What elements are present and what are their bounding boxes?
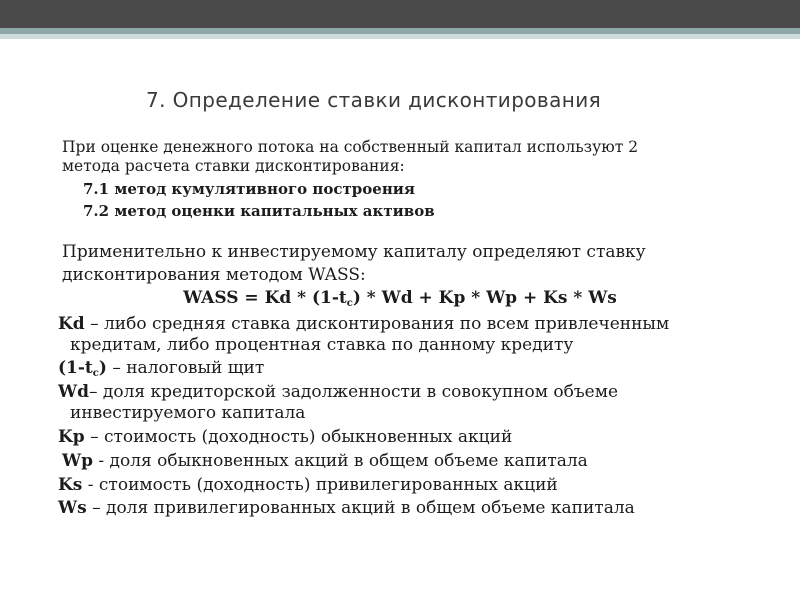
wass-formula	[0, 288, 800, 309]
term-wp: Wp	[62, 451, 93, 471]
term-tax-open: (1-t	[58, 358, 93, 378]
term-kp: Kp	[58, 427, 85, 447]
term-kd: Kd	[58, 314, 85, 334]
definition-tax-text: – налоговый щит	[106, 358, 265, 378]
term-tax-close: )	[98, 358, 107, 378]
definition-kd	[58, 314, 669, 334]
formula-part-1: WASS = Kd * (1-t	[183, 288, 347, 308]
top-light-stripe	[0, 34, 800, 39]
definition-tax-shield	[58, 358, 264, 379]
term-ks: Ks	[58, 475, 83, 495]
definition-wd-continued: инвестируемого капитала	[70, 403, 306, 423]
definition-ws-text: – доля привилегированных акций в общем объеме капитала	[86, 498, 635, 518]
term-wd: Wd	[58, 382, 89, 402]
intro-line-2: метода расчета ставки дисконтирования:	[62, 157, 405, 175]
definition-kp-text: – стоимость (доходность) обыкновенных акций	[84, 427, 513, 447]
invested-line-1: Применительно к инвестируемому капиталу определяют ставку	[62, 242, 646, 262]
definition-wp	[62, 451, 588, 471]
term-tax-subscript: c	[92, 368, 99, 379]
definition-kp	[58, 427, 512, 447]
definition-ws	[58, 498, 635, 518]
definition-wd	[58, 382, 618, 402]
intro-line-1: При оценке денежного потока на собственный капитал используют 2	[62, 138, 639, 156]
method-item-2: 7.2 метод оценки капитальных активов	[83, 202, 435, 220]
formula-part-2: ) * Wd + Kp * Wp + Ks * Ws	[352, 288, 617, 308]
formula-subscript: c	[346, 298, 353, 309]
term-ws: Ws	[58, 498, 87, 518]
invested-line-2: дисконтирования методом WASS:	[62, 265, 366, 285]
slide-title: 7. Определение ставки дисконтирования	[146, 88, 602, 112]
definition-ks-text: - стоимость (доходность) привилегированных акций	[82, 475, 558, 495]
definition-kd-text: – либо средняя ставка дисконтирования по всем привлеченным	[84, 314, 670, 334]
definition-wd-text: – доля кредиторской задолженности в совокупном объеме	[88, 382, 619, 402]
definition-kd-continued: кредитам, либо процентная ставка по данному кредиту	[70, 335, 574, 355]
top-banner	[0, 0, 800, 28]
method-item-1: 7.1 метод кумулятивного построения	[83, 180, 416, 198]
definition-wp-text: - доля обыкновенных акций в общем объеме капитала	[92, 451, 588, 471]
definition-ks	[58, 475, 558, 495]
